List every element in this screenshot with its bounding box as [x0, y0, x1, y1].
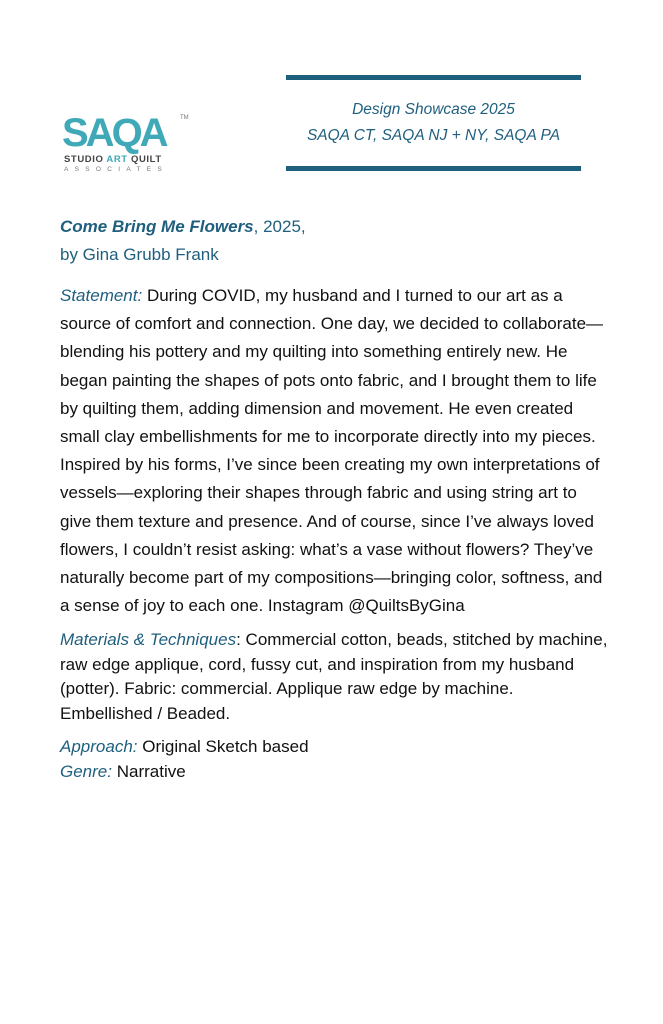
logo-tagline-art: ART — [106, 154, 128, 165]
approach-line — [60, 735, 608, 760]
materials-label: Materials & Techniques — [60, 630, 237, 650]
logo-tagline-studio: STUDIO — [64, 154, 107, 165]
logo-trademark: TM — [180, 115, 189, 121]
artist-name: by Gina Grubb Frank — [60, 245, 219, 264]
materials-paragraph — [60, 628, 608, 726]
approach-genre — [60, 735, 608, 784]
materials-text: Commercial cotton, beads, stitched by machine, raw edge applique, cord, fussy cut, and inspiration from my husband (potter). Fabric: commercial. Applique raw edge by machine. Embellished / Beaded. — [60, 630, 608, 723]
approach-label: Approach: — [60, 737, 138, 757]
statement-text: During COVID, my husband and I turned to our art as a source of comfort and connection. One day, we decided to collaborate—blending his pottery and my quilting into something entirely new. He began painting the shapes of pots onto fabric, and I brought them to life by quilting them, adding dimension and movement. He even created small clay embellishments for me to incorporate directly into my pieces. Inspired by his forms, I’ve since been creating my own interpretations of vessels—exploring their shapes through fabric and using string art to give them texture and presence. And of course, since I’ve always loved flowers, I couldn’t resist asking: what’s a vase without flowers? They’ve naturally become part of my compositions—bringing color, softness, and a sense of joy to each one. Instagram @QuiltsByGina — [60, 286, 604, 616]
header-rule-top — [286, 75, 581, 80]
showcase-header — [286, 97, 581, 149]
header-rule-bottom — [286, 166, 581, 171]
materials-colon: : — [236, 630, 241, 650]
logo-associates: ASSOCIATES — [64, 166, 169, 173]
artwork-title: Come Bring Me Flowers — [60, 217, 254, 236]
genre-text: Narrative — [116, 761, 186, 781]
logo-wordmark-text: SAQA — [62, 111, 166, 155]
logo-wordmark — [62, 113, 166, 153]
genre-line — [60, 760, 608, 785]
artwork-title-line — [60, 213, 608, 241]
artwork-year: , 2025, — [253, 217, 306, 236]
statement-label: Statement: — [60, 286, 143, 305]
logo-tagline — [64, 154, 162, 165]
genre-label: Genre: — [60, 761, 112, 781]
statement-paragraph — [60, 282, 608, 620]
saqa-logo — [62, 113, 197, 181]
showcase-title: Design Showcase 2025 — [352, 101, 515, 118]
logo-tagline-quilt: QUILT — [127, 154, 162, 165]
approach-text: Original Sketch based — [142, 737, 309, 757]
showcase-regions: SAQA CT, SAQA NJ + NY, SAQA PA — [306, 127, 561, 144]
artwork-info — [60, 213, 608, 784]
